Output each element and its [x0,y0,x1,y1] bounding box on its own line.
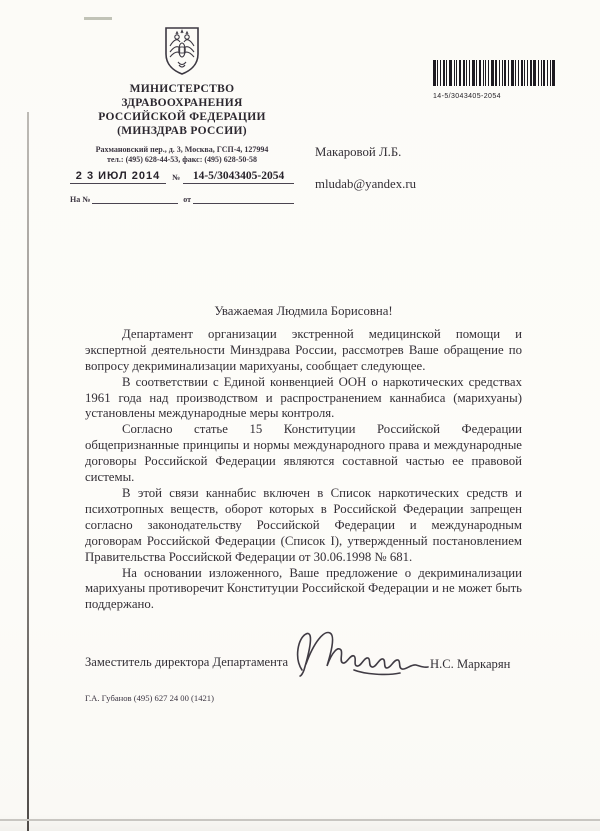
recipient-block [315,145,416,192]
scan-fold-line [27,112,29,831]
paragraph: Департамент организации экстренной медицинской помощи и экспертной деятельности Минздрава России, рассмотрев Ваше обращение по вопросу декриминализации марихуаны, сообщает следующее. [85,326,522,373]
signer-name: Н.С. Маркарян [430,657,511,671]
address-line: Рахмановский пер., д. 3, Москва, ГСП-4, 127994 [95,145,269,154]
reply-date-blank [193,193,294,204]
ministry-line: МИНИСТЕРСТВО [129,83,235,95]
paragraph: В соответствии с Единой конвенцией ООН о наркотических средствах 1961 года над производством и распространением каннабиса (марихуаны) установлены международные меры контроля. [85,374,522,421]
salutation: Уважаемая Людмила Борисовна! [214,304,393,318]
letterhead [70,26,294,204]
ministry-name [70,82,294,138]
coat-of-arms-icon [164,26,200,76]
scan-mark [84,17,112,20]
reply-from-label: от [183,195,192,204]
ministry-line: ЗДРАВООХРАНЕНИЯ [121,97,243,109]
reply-to-number-label: На № [70,195,91,204]
address-line: тел.: (495) 628-44-53, факс: (495) 628-50-58 [106,155,258,164]
paragraph: В этой связи каннабис включен в Список наркотических средств и психотропных веществ, оборот которых в Российской Федерации запрещен согласно законодательству Российской Федерации и международным договорам Российской Федерации (Список I), утвержденный постановлением Правительства Российской Федерации от 30.06.1998 № 681. [85,485,522,564]
date-stamp: 2 3 ИЮЛ 2014 [70,170,166,184]
ministry-line: РОССИЙСКОЙ ФЕДЕРАЦИИ [98,111,266,123]
recipient-name: Макаровой Л.Б. [315,145,402,159]
recipient-email: mludab@yandex.ru [315,177,416,191]
paragraph: Согласно статье 15 Конституции Российской Федерации общепризнанные принципы и нормы международного права и международные договоры Российской Федерации являются составной частью ее правовой системы. [85,422,522,485]
signer-position: Заместитель директора Департамента [85,655,289,669]
scan-edge-line [0,819,600,821]
reference-block [70,170,294,204]
handwritten-signature [290,624,432,680]
ministry-line: (МИНЗДРАВ РОССИИ) [117,125,247,137]
letter-body [85,304,522,613]
number-sign-label: № [172,173,181,182]
reply-number-blank [92,193,178,204]
barcode-icon [433,60,555,87]
registration-barcode [433,60,557,100]
document-number: 14-5/3043405-2054 [183,170,294,184]
barcode-number: 14-5/3043405-2054 [433,93,501,100]
paragraph: На основании изложенного, Ваше предложение о декриминализации марихуаны противоречит Конституции Российской Федерации и не может быть поддержано. [85,565,522,612]
ministry-address [70,145,294,165]
executor-contact: Г.А. Губанов (495) 627 24 00 (1421) [85,693,214,703]
